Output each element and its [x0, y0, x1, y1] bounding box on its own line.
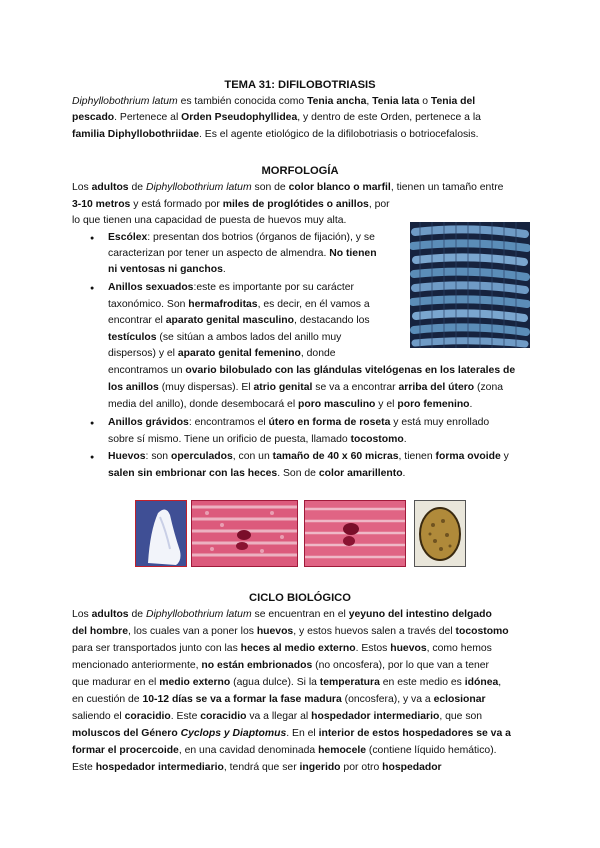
ciclo-line-9: formar el procercoide, en una cavidad denominada hemocele (contiene líquido hemático). — [72, 745, 497, 756]
bullet-escolex — [90, 230, 98, 247]
egg-illustration — [415, 501, 465, 566]
sexuados-line-3: encontrar el aparato genital masculino, destacando los — [108, 315, 370, 326]
sexuados-line-1: Anillos sexuados:este es importante por su carácter — [108, 282, 355, 293]
tapeworm-illustration — [410, 222, 530, 348]
bullet-gravidos — [90, 415, 98, 432]
bullet-sexuados — [90, 280, 98, 297]
bullet-huevos — [90, 449, 98, 466]
ciclo-line-7: saliendo el coracidio. Este coracidio va a llegar al hospedador intermediario, que son — [72, 711, 483, 722]
proglottid-photo-1 — [191, 500, 298, 567]
sexuados-line-2: taxonómico. Son hermafroditas, es decir, en él vamos a — [108, 299, 370, 310]
sexuados-line-4: testículos (se sitúan a ambos lados del anillo muy — [108, 332, 342, 343]
sexuados-line-5: dispersos) y el aparato genital femenino, donde — [108, 348, 336, 359]
ciclo-line-3: para ser transportados junto con las heces al medio externo. Estos huevos, como hemos — [72, 643, 492, 654]
section-heading-ciclo: CICLO BIOLÓGICO — [249, 592, 351, 604]
sexuados-line-7: los anillos (muy dispersas). El atrio genital se va a encontrar arriba del útero (zona — [108, 382, 504, 393]
egg-photo — [414, 500, 466, 567]
intro-line-2: pescado. Pertenece al Orden Pseudophyllidea, y dentro de este Orden, pertenece a la — [72, 112, 481, 123]
ciclo-line-6: en cuestión de 10-12 días se va a formar la fase madura (oncosfera), y va a eclosionar — [72, 694, 486, 705]
morf-line-1: Los adultos de Diphyllobothrium latum son de color blanco o marfil, tienen un tamaño entre — [72, 182, 504, 193]
escolex-line-1: Escólex: presentan dos botrios (órganos de fijación), y se — [108, 232, 375, 243]
proglottid-photo-2 — [304, 500, 406, 567]
gravidos-line-2: sobre sí mismo. Tiene un orificio de puesta, llamado tocostomo. — [108, 434, 407, 445]
escolex-line-3: ni ventosas ni ganchos. — [108, 264, 226, 275]
ciclo-line-4: mencionado anteriormente, no están embrionados (no oncosfera), por lo que van a tener — [72, 660, 489, 671]
section-heading-morfologia: MORFOLOGÍA — [261, 165, 339, 177]
intro-line-3: familia Diphyllobothriidae. Es el agente etiológico de la difilobotriasis o botriocefalosis. — [72, 129, 479, 140]
ciclo-line-5: que madurar en el medio externo (agua dulce). Si la temperatura en este medio es idónea, — [72, 677, 502, 688]
ciclo-line-2: del hombre, los cuales van a poner los huevos, y estos huevos salen a través del tocostomo — [72, 626, 509, 637]
morf-line-3: lo que tienen una capacidad de puesta de huevos muy alta. — [72, 215, 347, 226]
sexuados-line-8: media del anillo), donde desembocará el poro masculino y el poro femenino. — [108, 399, 473, 410]
morf-line-2: 3-10 metros y está formado por miles de proglótides o anillos, por — [72, 199, 390, 210]
page-title: TEMA 31: DIFILOBOTRIASIS — [224, 79, 376, 91]
escolex-line-2: caracterizan por tener un aspecto de almendra. No tienen — [108, 248, 377, 259]
sexuados-line-6: encontramos un ovario bilobulado con las glándulas vitelógenas en los laterales de — [108, 365, 516, 376]
proglottid-illustration-2 — [305, 501, 405, 566]
tapeworm-photo — [410, 222, 530, 348]
ciclo-line-1: Los adultos de Diphyllobothrium latum se encuentran en el yeyuno del intestino delgado — [72, 609, 492, 620]
escolex-photo — [135, 500, 187, 567]
proglottid-illustration-1 — [192, 501, 297, 566]
gravidos-line-1: Anillos grávidos: encontramos el útero en forma de roseta y está muy enrollado — [108, 417, 490, 428]
huevos-line-1: Huevos: son operculados, con un tamaño de 40 x 60 micras, tienen forma ovoide y — [108, 451, 509, 462]
escolex-illustration — [136, 501, 186, 566]
ciclo-line-8: moluscos del Género Cyclops y Diaptomus. En el interior de estos hospedadores se va a — [72, 728, 511, 739]
ciclo-line-10: Este hospedador intermediario, tendrá que ser ingerido por otro hospedador — [72, 762, 442, 773]
intro-line-1: Diphyllobothrium latum es también conocida como Tenia ancha, Tenia lata o Tenia del — [72, 96, 476, 107]
huevos-line-2: salen sin embrionar con las heces. Son de color amarillento. — [108, 468, 406, 479]
